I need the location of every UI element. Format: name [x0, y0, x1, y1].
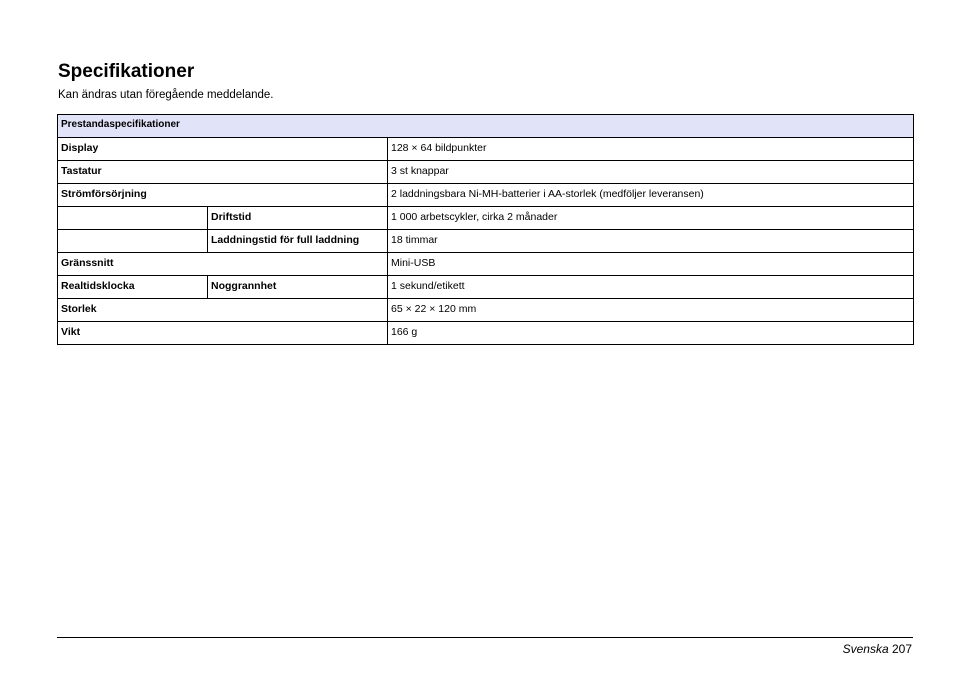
row-value: 166 g [388, 322, 914, 345]
row-label: Display [58, 138, 388, 161]
row-value: 3 st knappar [388, 161, 914, 184]
row-value: 65 × 22 × 120 mm [388, 299, 914, 322]
row-value: 1 sekund/etikett [388, 276, 914, 299]
page-footer [843, 642, 912, 656]
page-note: Kan ändras utan föregående meddelande. [58, 89, 274, 101]
table-row [58, 299, 914, 322]
row-value: Mini-USB [388, 253, 914, 276]
row-sublabel: Laddningstid för full laddning [208, 230, 388, 253]
row-label: Realtidsklocka [58, 276, 208, 299]
row-label: Tastatur [58, 161, 388, 184]
row-value: 1 000 arbetscykler, cirka 2 månader [388, 207, 914, 230]
table-header-row [58, 115, 914, 138]
empty-cell [58, 207, 208, 230]
page-title: Specifikationer [58, 61, 195, 82]
table-header: Prestandaspecifikationer [58, 115, 914, 138]
table-row [58, 184, 914, 207]
row-value: 2 laddningsbara Ni-MH-batterier i AA-storlek (medföljer leveransen) [388, 184, 914, 207]
row-value: 128 × 64 bildpunkter [388, 138, 914, 161]
table-row [58, 161, 914, 184]
page-number: 207 [891, 642, 912, 656]
empty-cell [58, 230, 208, 253]
row-label: Storlek [58, 299, 388, 322]
table-row [58, 276, 914, 299]
row-sublabel: Noggrannhet [208, 276, 388, 299]
table-row [58, 207, 914, 230]
footer-language: Svenska [842, 642, 889, 656]
row-label: Gränssnitt [58, 253, 388, 276]
table-row [58, 322, 914, 345]
row-value: 18 timmar [388, 230, 914, 253]
table-row [58, 230, 914, 253]
footer-divider [57, 637, 913, 638]
row-label: Vikt [58, 322, 388, 345]
row-label: Strömförsörjning [58, 184, 388, 207]
table-row [58, 138, 914, 161]
spec-table [57, 114, 914, 345]
table-row [58, 253, 914, 276]
row-sublabel: Driftstid [208, 207, 388, 230]
